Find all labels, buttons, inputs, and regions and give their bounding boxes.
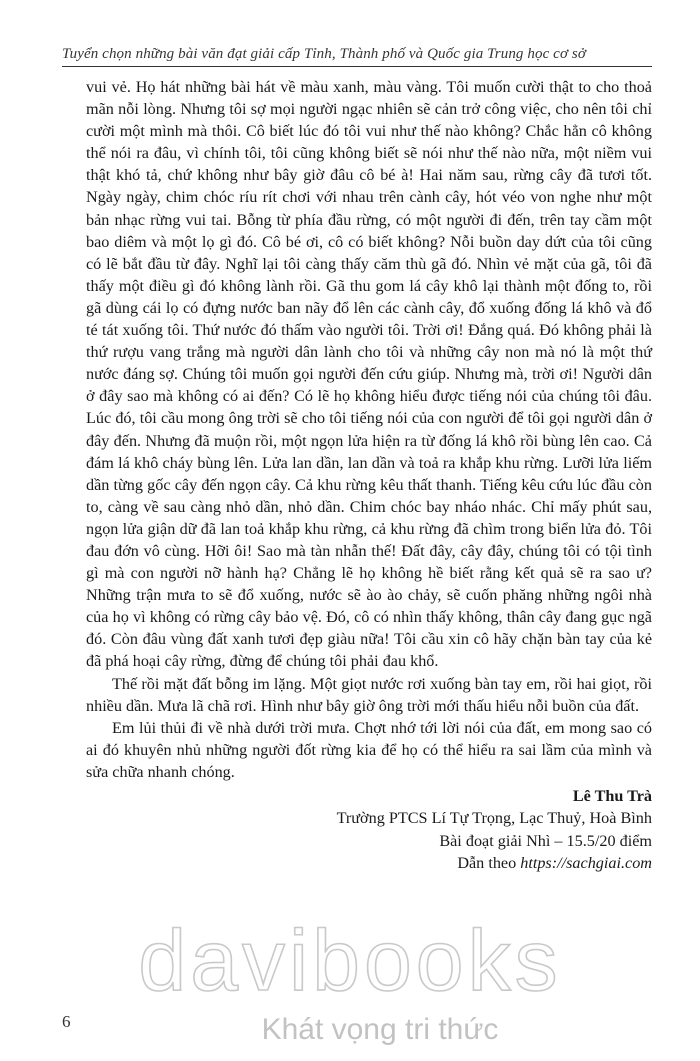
- paragraph: Em lủi thủi đi về nhà dưới trời mưa. Chợt nhớ tới lời nói của đất, em mong sao có ai đó khuyên nhủ những người đốt rừng kia để họ có thể hiểu ra sai lầm của mình và sửa chữa nhanh chóng.: [86, 718, 652, 781]
- watermark-tagline: Khát vọng tri thức: [261, 1013, 499, 1046]
- paragraph: Thế rồi mặt đất bỗng im lặng. Một giọt nước rơi xuống bàn tay em, rồi hai giọt, rồi nhiều dần. Mưa lã chã rơi. Hình như bây giờ ông trời mới thấu hiểu nỗi buồn của đất.: [86, 674, 652, 715]
- source-site: https://sachgiai.com: [520, 854, 652, 873]
- article-body: [86, 76, 652, 875]
- author-name: Lê Thu Trà: [572, 787, 652, 805]
- school-line: Trường PTCS Lí Tự Trọng, Lạc Thuỷ, Hoà Bình: [336, 809, 652, 828]
- page-number: 6: [62, 1012, 71, 1031]
- watermark-brand: davibooks: [138, 913, 562, 1009]
- running-header: Tuyển chọn những bài văn đạt giải cấp Tỉnh, Thành phố và Quốc gia Trung học cơ sở: [62, 46, 586, 62]
- header-rule: [62, 66, 652, 67]
- paragraph: vui vẻ. Họ hát những bài hát về màu xanh, màu vàng. Tôi muốn cười thật to cho thoả mãn nỗi lòng. Nhưng tôi sợ mọi người ngạc nhiên sẽ cản trở công việc, cho nên tôi chỉ cười một mình mà thôi. Cô biết lúc đó tôi vui như thế nào không? Chắc hẳn cô không thể nói ra đâu, vì chính tôi, tôi cũng không biết sẽ nói như thế nào nữa, một niềm vui thật khó tả, chứ không như bây giờ đâu cô bé à! Hai năm sau, rừng cây đã tươi tốt. Ngày ngày, chim chóc ríu rít chơi với nhau trên cành cây, hót véo von nghe như một bản nhạc rừng vui tai. Bỗng từ phía đầu rừng, có một người đi đến, trên tay cầm một bao diêm và một lọ gì đó. Cô bé ơi, cô có biết không? Nỗi buồn day dứt của tôi cũng có lẽ bắt đầu từ đây. Nghĩ lại tôi càng thấy căm thù gã đó. Nhìn vẻ mặt của gã, tôi đã thấy một điều gì đó không lành rồi. Gã thu gom lá cây khô lại thành một đống to, rồi gã dùng cái lọ có đựng nước ban nãy đổ lên các cành cây, đổ xuống đống lá khô và đổ té tát xuống tôi. Thứ nước đó thấm vào người tôi. Trời ơi! Đắng quá. Đó không phải là thứ rượu vang trắng mà người dân lành cho tôi và những cây non mà nó là một thứ nước đáng sợ. Chúng tôi muốn gọi người đến cứu giúp. Nhưng mà, trời ơi! Người dân ở đây sao mà không có ai đến? Có lẽ họ không hiểu được tiếng nói của chúng tôi đâu. Lúc đó, tôi cầu mong ông trời sẽ cho tôi tiếng nói của con người để tôi gọi người dân ở đây đến. Nhưng đã muộn rồi, một ngọn lửa hiện ra từ đống lá khô rồi bùng lên cao. Cả đám lá khô cháy bùng lên. Lửa lan dần, lan dần và toả ra khắp khu rừng. Lưỡi lửa liếm dần từng gốc cây đến ngọn cây. Cả khu rừng kêu thất thanh. Tiếng kêu cứu lúc đầu còn to, càng về sau càng nhỏ dần, nhỏ dần. Chim chóc bay nháo nhác. Chỉ mấy phút sau, ngọn lửa giận dữ đã lan toả khắp khu rừng, cả khu rừng đã chìm trong biển lửa đỏ. Tôi đau đớn vô cùng. Hỡi ôi! Sao mà tàn nhẫn thế! Đất đây, cây đây, chúng tôi có tội tình gì mà con người nỡ hành hạ? Chẳng lẽ họ không hề biết rằng kết quả sẽ ra sao ư? Những trận mưa to sẽ đổ xuống, nước sẽ ào ào chảy, sẽ cuốn phăng những ngôi nhà của họ vì không có rừng cây bảo vệ. Đó, cô có nhìn thấy không, thân cây đang gục ngã đó. Còn đâu vùng đất xanh tươi đẹp giàu nữa! Tôi cầu xin cô hãy chặn bàn tay của kẻ đã phá hoại cây rừng, đừng để chúng tôi phải đau khổ.: [86, 78, 652, 671]
- source-line: [86, 852, 652, 874]
- source-label: Dẫn theo: [457, 854, 517, 873]
- award-line: Bài đoạt giải Nhì – 15.5/20 điểm: [439, 831, 652, 850]
- signature-block: [86, 785, 652, 875]
